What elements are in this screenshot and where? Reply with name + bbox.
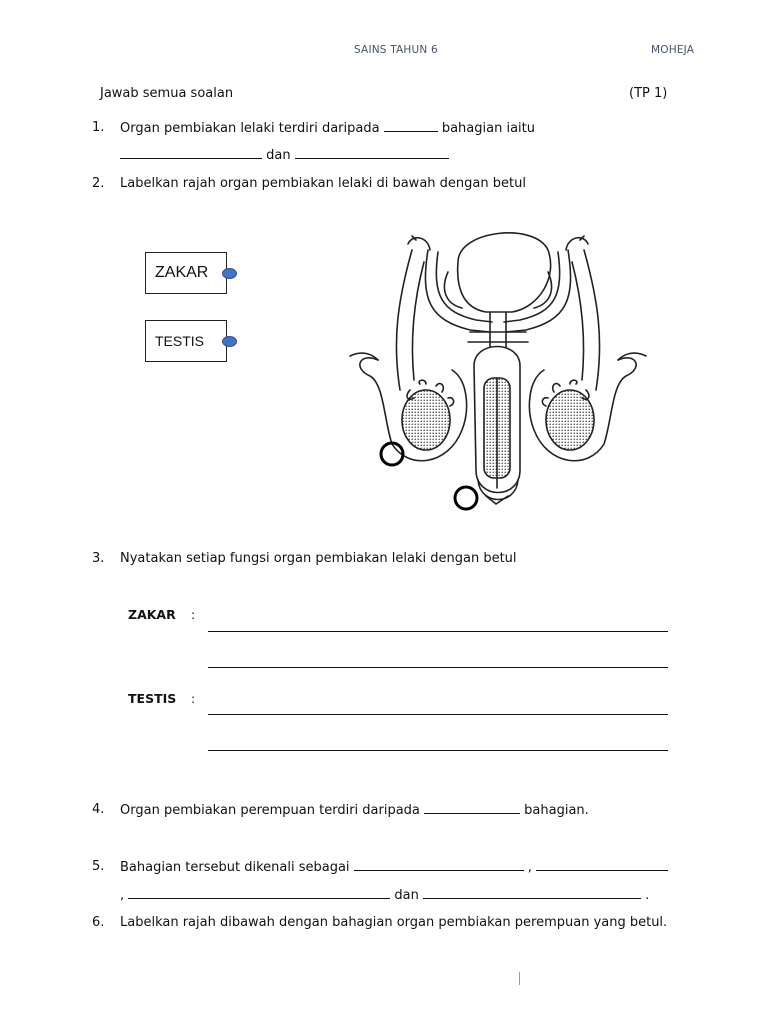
q5-blank-part1[interactable] [354,859,524,871]
q5-text-comma2: , [120,888,129,903]
q1-text-and: dan [262,148,295,163]
q1-text-after: bahagian iaitu [437,121,535,136]
q5-text-comma: , [523,860,537,875]
q2-text: Labelkan rajah organ pembiakan lelaki di bawah dengan betul [120,176,526,191]
answer-line-testis-2[interactable] [208,750,668,751]
q5-text-end: . [641,888,650,903]
q4-text-after: bahagian. [520,803,589,818]
function-label-testis: TESTIS [128,691,177,706]
instruction-text: Jawab semua soalan [100,86,234,101]
header-subject: SAINS TAHUN 6 [354,44,438,56]
q3-number: 3. [92,551,105,566]
q6-number: 6. [92,915,105,930]
label-testis-text: TESTIS [155,333,205,349]
q3-text: Nyatakan setiap fungsi organ pembiakan lelaki dengan betul [120,551,517,566]
q4-blank-count[interactable] [424,802,520,814]
label-zakar-text: ZAKAR [155,264,209,281]
q1-number: 1. [92,120,105,135]
answer-line-zakar-2[interactable] [208,667,668,668]
instruction-level: (TP 1) [629,86,668,101]
q5-number: 5. [92,859,105,874]
q5-line1 [120,859,668,875]
outer-left-2 [412,262,424,380]
q6-text: Labelkan rajah dibawah dengan bahagian organ pembiakan perempuan yang betul. [120,915,668,930]
outer-right-2 [572,262,584,380]
loop-right [566,238,588,250]
q5-blank-part4[interactable] [423,887,641,899]
outer-left [396,250,412,390]
loop-left [408,238,430,250]
q2-number: 2. [92,176,105,191]
outer-right [584,250,600,390]
function-colon-zakar: : [191,607,196,622]
function-label-zakar: ZAKAR [128,607,176,622]
answer-circle-testis [455,487,477,509]
q5-text-before: Bahagian tersebut dikenali sebagai [120,860,354,875]
q4-number: 4. [92,802,105,817]
bladder-shape [458,233,551,312]
q5-line2 [120,887,649,903]
q5-blank-part3[interactable] [128,887,390,899]
q5-text-and: dan [390,888,423,903]
q4-text-before: Organ pembiakan perempuan terdiri daripada [120,803,425,818]
answer-line-zakar-1[interactable] [208,631,668,632]
q1-text-before: Organ pembiakan lelaki terdiri daripada [120,121,384,136]
q4-line [120,802,589,818]
q5-blank-part2[interactable] [536,859,668,871]
function-colon-testis: : [191,691,196,706]
text-cursor-mark [519,972,520,985]
header-author: MOHEJA [651,44,695,56]
answer-circle-zakar [381,443,403,465]
answer-line-testis-1[interactable] [208,714,668,715]
